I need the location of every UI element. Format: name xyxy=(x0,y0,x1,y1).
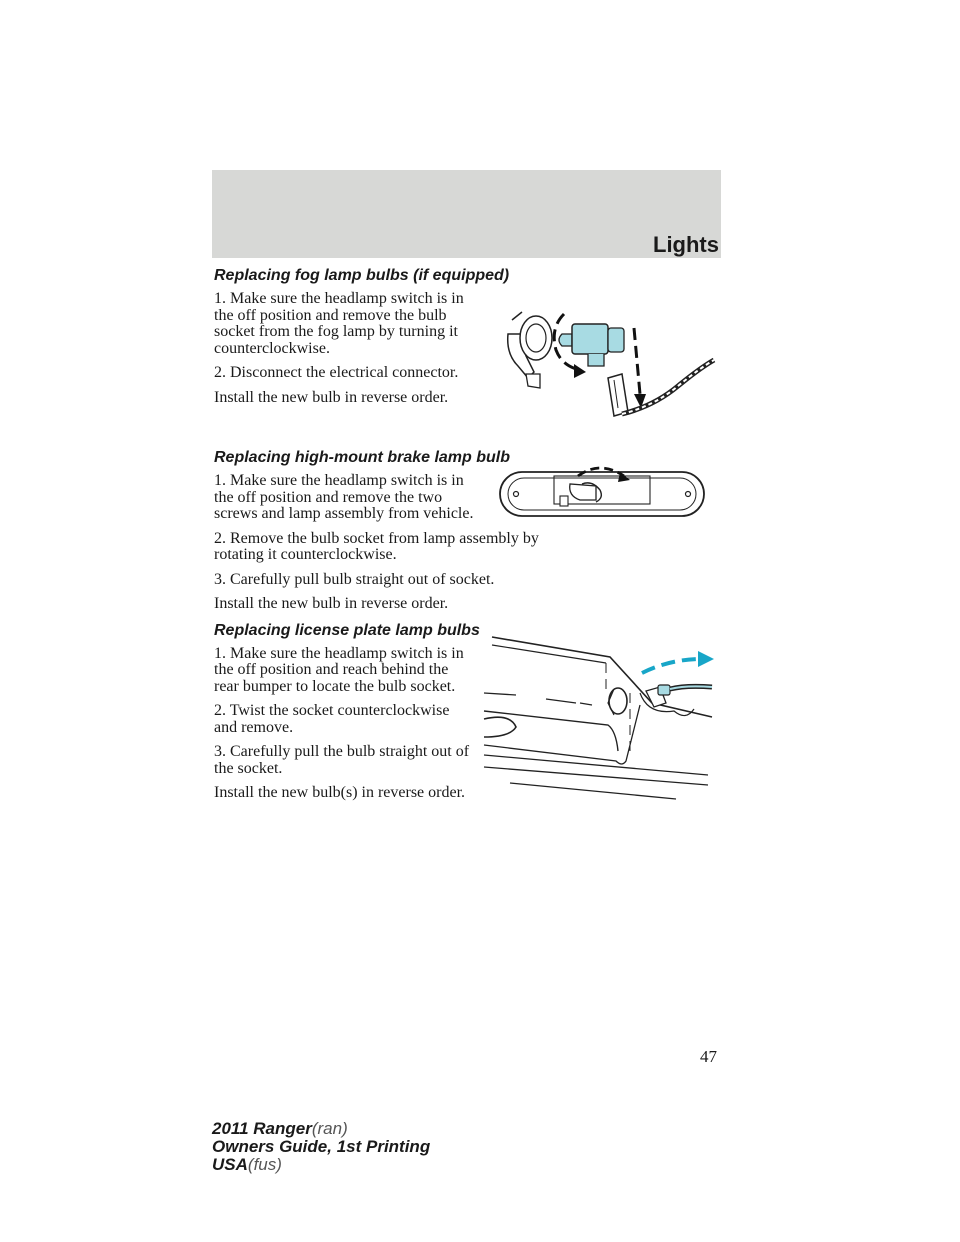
section-title: Lights xyxy=(653,232,719,257)
step-text: Install the new bulb in reverse order. xyxy=(214,595,449,612)
page-number: 47 xyxy=(700,1047,717,1066)
step-text: 3. Carefully pull the bulb straight out of the socket. xyxy=(214,743,470,777)
footer-line-model: 2011 Ranger(ran) xyxy=(212,1119,348,1138)
footer-line-market: USA(fus) xyxy=(212,1155,282,1174)
fog-lamp-bulb-illustration xyxy=(504,294,719,444)
step-text: 1. Make sure the headlamp switch is in the off position and reach behind the rear bumper to locate the bulb socket. xyxy=(214,644,464,695)
step-text: Install the new bulb in reverse order. xyxy=(214,388,449,406)
section-heading: Replacing fog lamp bulbs (if equipped) xyxy=(214,267,510,284)
section-license-plate-lamp xyxy=(214,621,724,802)
step-text: 2. Disconnect the electrical connector. xyxy=(214,364,459,381)
license-plate-lamp-illustration xyxy=(480,633,716,811)
step-text: Install the new bulb(s) in reverse order. xyxy=(214,784,466,801)
section-high-mount-brake-lamp xyxy=(214,448,724,613)
step-text: 3. Carefully pull bulb straight out of socket. xyxy=(214,570,495,588)
section-heading: Replacing license plate lamp bulbs xyxy=(214,621,480,639)
section-header-band xyxy=(212,170,721,258)
document-footer xyxy=(212,1120,430,1174)
page-content xyxy=(214,266,724,810)
footer-line-guide: Owners Guide, 1st Printing xyxy=(212,1137,431,1156)
step-text: 1. Make sure the headlamp switch is in the off position and remove the bulb socket from the fog lamp by turning it counterclockwise. xyxy=(214,290,464,357)
brake-lamp-assembly-illustration xyxy=(496,462,708,526)
step-text: 2. Remove the bulb socket from lamp assembly by rotating it counterclockwise. xyxy=(214,529,539,563)
step-text: 2. Twist the socket counterclockwise and remove. xyxy=(214,702,450,736)
step-text: 1. Make sure the headlamp switch is in the off position and remove the two screws and lamp assembly from vehicle. xyxy=(214,472,474,522)
section-heading: Replacing high-mount brake lamp bulb xyxy=(214,449,511,466)
section-fog-lamp xyxy=(214,266,724,448)
